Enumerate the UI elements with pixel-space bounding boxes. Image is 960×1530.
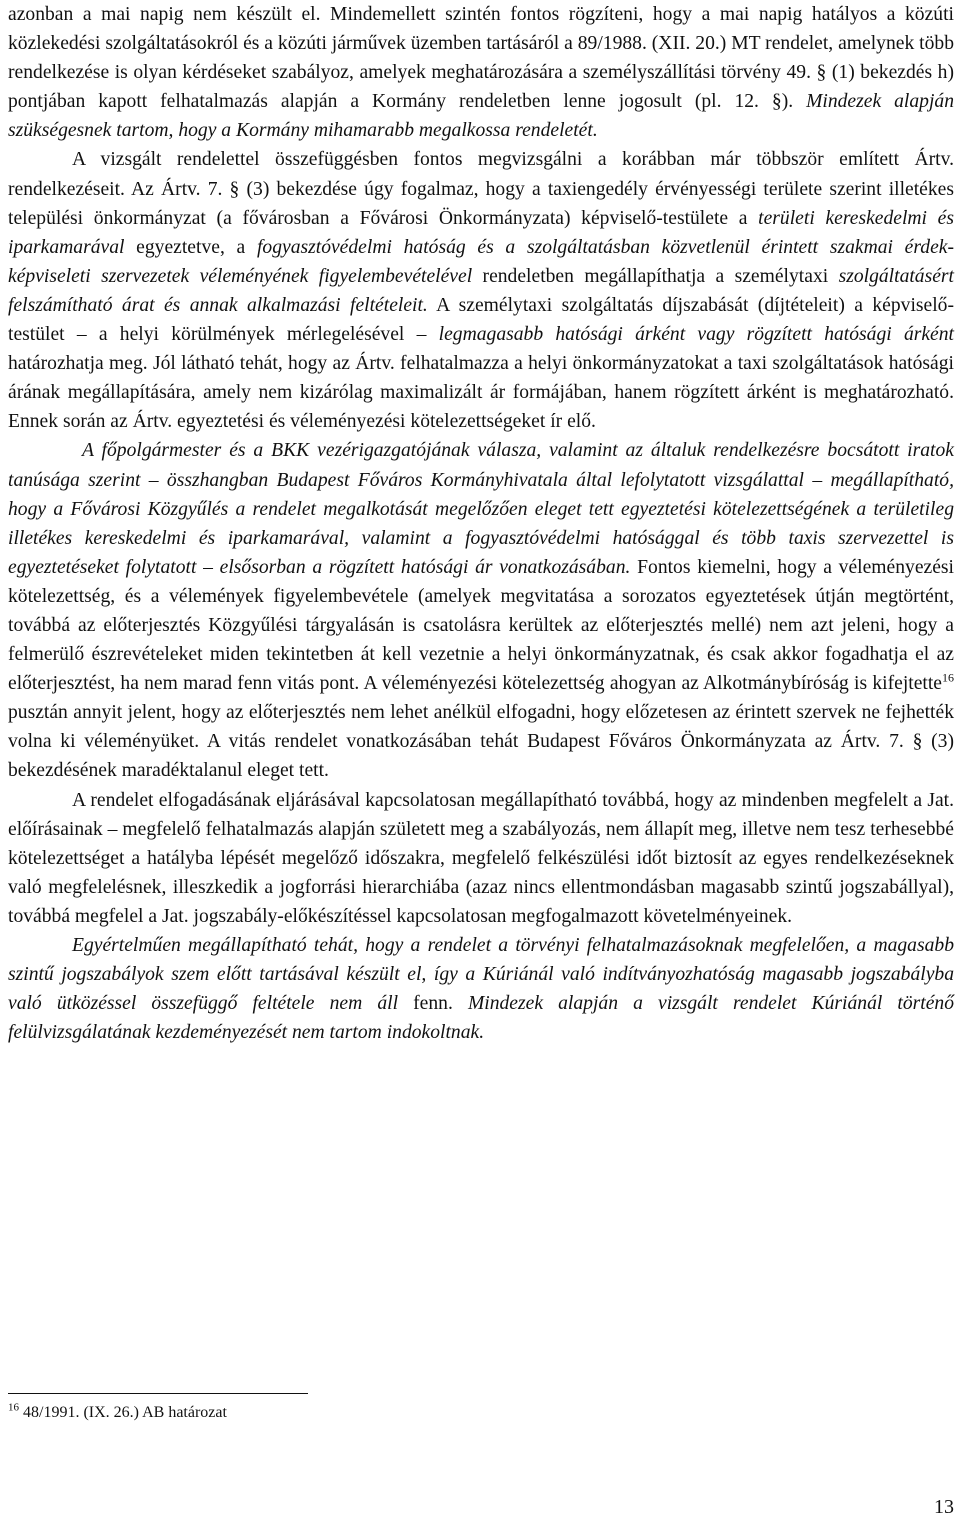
paragraph — [8, 0, 954, 145]
footnote-reference: 16 — [942, 670, 954, 685]
italic-text: A főpolgármester és a BKK vezérigazgatójának válasza, valamint az általuk rendelkezésre bocsátott iratok tanúsága szerint – összhangban Budapest Főváros Kormányhivatala által lefolytatott vizsgálattal – megállapítható, hogy a Fővárosi Közgyűlés a rendelet megalkotását megelőzően eleget tett egyeztetési kötelezettségének a területileg illetékes kereskedelmi és iparkamarával, valamint a fogyasztóvédelmi hatósággal és több taxis szervezettel is egyeztetéseket folytatott – elsősorban a rögzített hatósági ár vonatkozásában. — [8, 440, 954, 578]
italic-text: Mindezek alapján a vizsgált rendelet Kúriánál történő felülvizsgálatának kezdeményezését nem tartom indokoltnak. — [8, 993, 955, 1044]
italic-text: Egyértelműen megállapítható tehát, hogy a rendelet a törvényi felhatalmazásoknak megfelelően, a magasabb szintű jogszabályok szem előtt tartásával készült el, így a Kúriánál való indítványozhatóság magasabb jogszabályba való ütközéssel összefüggő feltétele nem áll — [8, 935, 954, 1015]
italic-text: Mindezek alapján szükségesnek tartom, hogy a Kormány mihamarabb megalkossa rendeletét. — [8, 91, 954, 142]
text-segment: egyeztetve, a — [124, 236, 257, 258]
text-segment: A személytaxi szolgáltatás díjszabását (díjtételeit) a képviselő-testület – a helyi körülmények mérlegelésével – — [8, 294, 954, 346]
page-number: 13 — [934, 1496, 954, 1518]
text-segment: fenn. — [398, 993, 468, 1015]
italic-text: fogyasztóvédelmi hatóság és a szolgáltatásban közvetlenül érintett szakmai érdek-képviseleti szervezetek véleményének figyelembevételével — [8, 236, 954, 287]
footnote-text: 48/1991. (IX. 26.) AB határozat — [19, 1404, 227, 1421]
footnote-separator — [8, 1393, 308, 1394]
italic-text: szolgáltatásért felszámítható árat és annak alkalmazási feltételeit. — [8, 265, 954, 316]
paragraph — [8, 436, 954, 785]
text-segment: pusztán annyit jelent, hogy az előterjesztés nem lehet anélkül elfogadni, hogy előzetesen az érintett szervek ne fejhették volna ki véleményüket. A vitás rendelet vonatkozásában tehát Budapest Főváros Önkormányzata az Ártv. 7. § (3) bekezdésének maradéktalanul eleget tett. — [8, 702, 954, 782]
footnote — [8, 1402, 908, 1424]
footnote-number: 16 — [8, 1401, 19, 1414]
text-segment: A rendelet elfogadásának eljárásával kapcsolatosan megállapítható továbbá, hogy az mindenben megfelelt a Jat. előírásainak – megfelelő felhatalmazás alapján született meg a szabályozás, nem állapít meg, illetve nem tesz terhesebbé kötelezettséget a hatályba lépését megelőző időszakra, megfelelő felkészülési időt biztosít az egyes rendelkezéseknek való megfelelésnek, illeszkedik a jogforrási hierarchiába (azaz nincs ellentmondásban magasabb szintű jogszabállyal), továbbá megfelel a Jat. jogszabály-előkészítéssel kapcsolatosan megfogalmazott követelményeinek. — [8, 789, 954, 927]
text-segment: A vizsgált rendelettel összefüggésben fontos megvizsgálni a korábban már többször említett Ártv. rendelkezéseit. Az Ártv. 7. § (3) bekezdése úgy fogalmaz, hogy a taxiengedély érvényességi területe szerint illetékes települési önkormányzat (a fővárosban a Fővárosi Önkormányzata) képviselő-testülete a — [8, 149, 954, 229]
italic-text: legmagasabb hatósági árként vagy rögzített hatósági árként — [438, 324, 954, 346]
paragraph — [8, 786, 954, 931]
text-segment: Fontos kiemelni, hogy a véleményezési kötelezettség, és a vélemények figyelembevétele (amelyek megvitatása a sorozatos egyeztetések útján megtörtént, továbbá az előterjesztés Közgyűlési tárgyalásán is csatolásra kerültek az előterjesztés mellé) nem azt jeleni, hogy a felmerülő észrevételeket miden tekintetben át kell vezetnie a helyi önkormányzatnak, és csak akkor fogadhatja el az előterjesztést, ha nem marad fenn vitás pont. A véleményezési kötelezettség ahogyan az Alkotmánybíróság is kifejtette — [8, 556, 954, 695]
text-segment: rendeletben megállapíthatja a személytaxi — [472, 265, 839, 287]
text-segment: azonban a mai napig nem készült el. Mindemellett szintén fontos rögzíteni, hogy a mai napig hatályos a közúti közlekedési szolgáltatásokról és a közúti járművek üzemben tartásáról a 89/1988. (XII. 20.) MT rendelet, amelynek több rendelkezése is olyan kérdéseket szabályoz, amelyek meghatározására a személyszállítási törvény 49. § (1) bekezdés h) pontjában kapott felhatalmazás alapján a Kormány rendeletben lenne jogosult (pl. 12. §). — [8, 4, 954, 113]
text-segment: határozhatja meg. Jól látható tehát, hogy az Ártv. felhatalmazza a helyi önkormányzatokat a taxi szolgáltatások hatósági árának megállapítására, amely nem kizárólag maximalizált ár formájában, hanem rögzített árként is meghatározható. Ennek során az Ártv. egyeztetési és véleményezési kötelezettségeket ír elő. — [8, 353, 954, 433]
paragraph — [8, 145, 954, 436]
italic-text: területi kereskedelmi és iparkamarával — [8, 207, 954, 258]
body-text — [8, 0, 954, 1047]
paragraph — [8, 931, 954, 1047]
